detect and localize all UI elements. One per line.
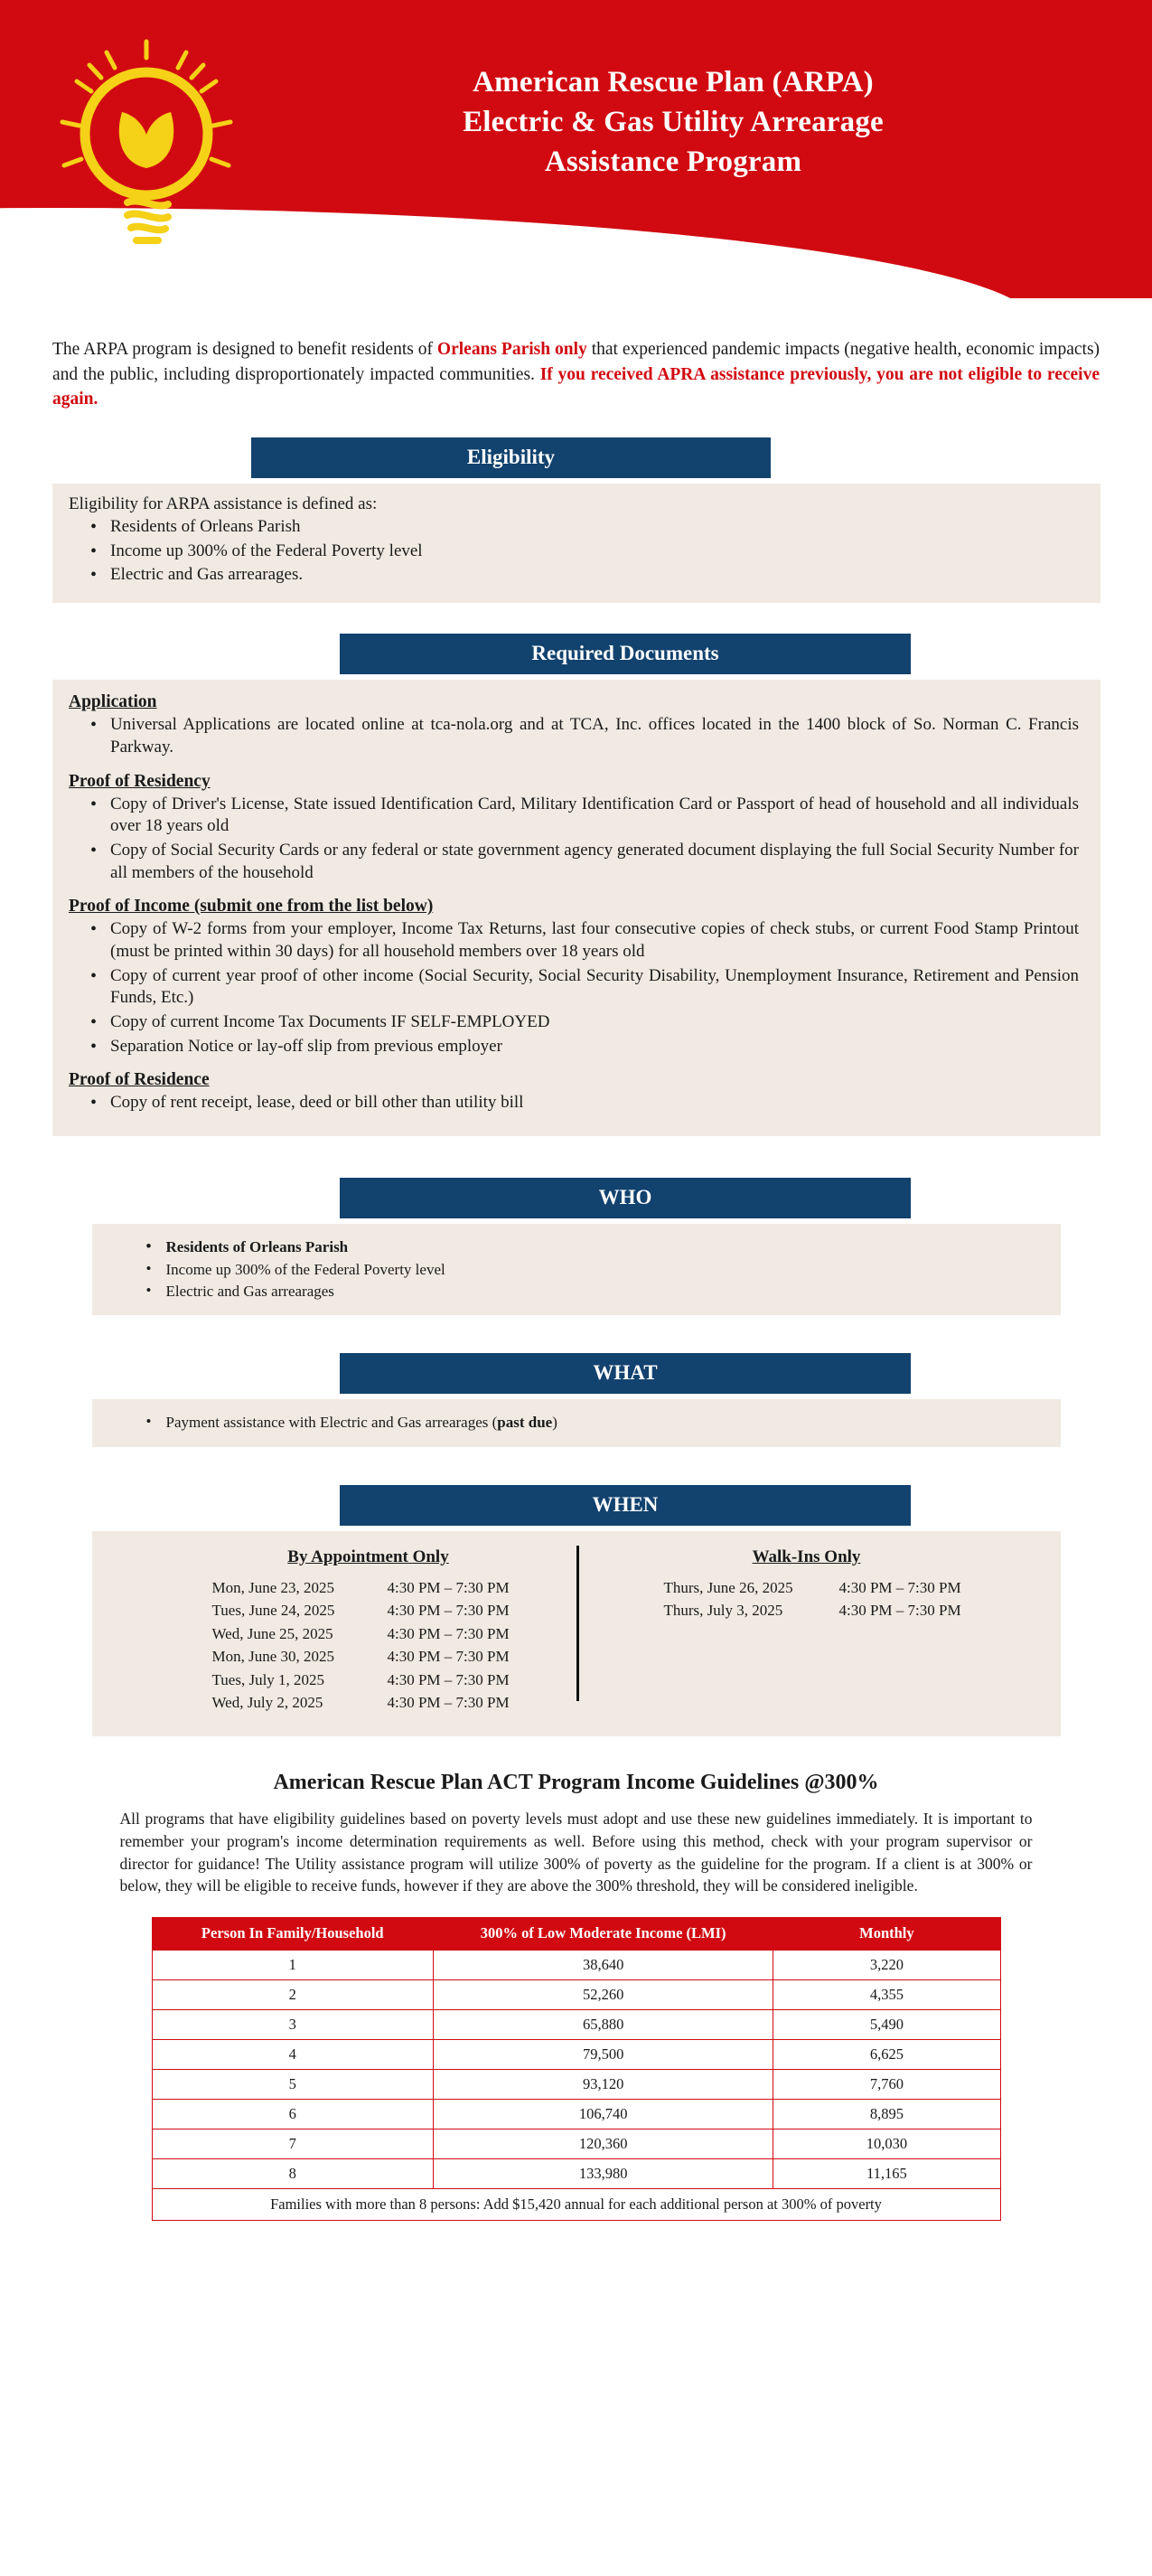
doc-list-income [69, 918, 1084, 1058]
title-line-2: Electric & Gas Utility Arrearage [463, 105, 884, 138]
cell-lmi: 120,360 [434, 2129, 773, 2158]
schedule-time: 4:30 PM – 7:30 PM [387, 1602, 510, 1620]
schedule-row [626, 1599, 1015, 1622]
guidelines-paragraph: All programs that have eligibility guidelines based on poverty levels must adopt and use these new guidelines immediately. It is important to remember your program's income determination requirements as well. Before using this method, check with your program supervisor or director for guidance! The Utility assistance program will utilize 300% of poverty as the guideline for the program. If a client is at 300% or below, they will be eligible to receive funds, however if they are above the 300% threshold, they will be considered ineligible. [119, 1809, 1033, 1895]
schedule-time: 4:30 PM – 7:30 PM [838, 1578, 961, 1596]
who-band: WHO [340, 1178, 911, 1218]
intro-highlight-1: Orleans Parish only [436, 340, 587, 359]
schedule-row [174, 1599, 563, 1622]
lightbulb-leaf-logo [50, 34, 244, 251]
cell-monthly: 6,625 [773, 2039, 1000, 2069]
what-panel [92, 1399, 1061, 1446]
cell-person: 3 [152, 2009, 434, 2039]
cell-lmi: 38,640 [434, 1950, 773, 1979]
what-item-prefix: Payment assistance with Electric and Gas arrearages ( [165, 1414, 498, 1432]
column-header-lmi: 300% of Low Moderate Income (LMI) [434, 1918, 773, 1951]
list-item: • Copy of Social Security Cards or any federal or state government agency generated document displaying the full Social Security Number for all members of the household [110, 840, 1084, 884]
cell-person: 5 [152, 2069, 434, 2099]
list-item: • Electric and Gas arrearages [166, 1281, 1061, 1302]
schedule-date: Wed, June 25, 2025 [211, 1624, 333, 1642]
list-item: • Income up 300% of the Federal Poverty level [166, 1259, 1061, 1280]
page-title [298, 63, 1048, 183]
cell-lmi: 93,120 [434, 2069, 773, 2099]
intro-part-2: that experienced pandemic impacts (negative health, economic impacts) and the public, including disproportionately impacted communities. [52, 340, 1100, 384]
table-row [152, 2069, 1000, 2099]
list-item: • Residents of Orleans Parish [110, 516, 1084, 539]
doc-group-heading-application: Application [69, 692, 157, 712]
cell-monthly: 11,165 [773, 2158, 1000, 2188]
eligibility-panel [52, 484, 1100, 603]
doc-group-heading-income: Proof of Income (submit one from the list below) [69, 897, 434, 917]
list-item [166, 1412, 1061, 1433]
table-row [152, 1979, 1000, 2009]
schedule-time: 4:30 PM – 7:30 PM [838, 1602, 961, 1620]
cell-lmi: 52,260 [434, 1979, 773, 2009]
schedule-row [626, 1576, 1015, 1600]
cell-lmi: 79,500 [434, 2039, 773, 2069]
guidelines-title: American Rescue Plan ACT Program Income Guidelines @300% [273, 1770, 879, 1794]
cell-monthly: 8,895 [773, 2099, 1000, 2129]
table-row [152, 2158, 1000, 2188]
intro-highlight-2: If you received APRA assistance previously, you are not eligible to receive again. [52, 364, 1100, 409]
when-walkins-column [563, 1547, 1015, 1715]
what-list [92, 1412, 1061, 1433]
when-appointment-heading: By Appointment Only [287, 1547, 449, 1566]
list-item: • Copy of Driver's License, State issued Identification Card, Military Identification Card or Passport of head of household and all individuals over 18 years old [110, 794, 1084, 838]
header-banner [0, 0, 1152, 321]
required-documents-band: Required Documents [340, 634, 911, 674]
doc-group-heading-residency: Proof of Residency [69, 771, 211, 791]
list-item: • Separation Notice or lay-off slip from previous employer [110, 1036, 1084, 1058]
eligibility-band: Eligibility [251, 437, 771, 478]
schedule-date: Wed, July 2, 2025 [211, 1694, 323, 1712]
doc-list-application [69, 714, 1084, 758]
table-footnote-row [152, 2188, 1000, 2220]
list-item: • Income up 300% of the Federal Poverty level [110, 541, 1084, 563]
cell-monthly: 10,030 [773, 2129, 1000, 2158]
income-guidelines-table [152, 1917, 1001, 2221]
schedule-row [174, 1669, 563, 1692]
cell-lmi: 106,740 [434, 2099, 773, 2129]
when-appointment-column [138, 1547, 563, 1715]
doc-list-residency [69, 794, 1084, 885]
list-item: • Electric and Gas arrearages. [110, 564, 1084, 587]
schedule-time: 4:30 PM – 7:30 PM [387, 1670, 510, 1688]
required-documents-panel [52, 680, 1100, 1136]
cell-person: 7 [152, 2129, 434, 2158]
doc-list-residence [69, 1092, 1084, 1114]
what-item-suffix: ) [552, 1414, 557, 1432]
intro-paragraph [52, 337, 1100, 412]
cell-person: 8 [152, 2158, 434, 2188]
schedule-date: Tues, July 1, 2025 [211, 1670, 325, 1688]
cell-person: 4 [152, 2039, 434, 2069]
table-row [152, 1950, 1000, 1979]
schedule-time: 4:30 PM – 7:30 PM [387, 1578, 510, 1596]
schedule-date: Mon, June 30, 2025 [211, 1648, 335, 1666]
table-header-row [152, 1918, 1000, 1951]
when-columns [92, 1544, 1061, 1715]
cell-monthly: 4,355 [773, 1979, 1000, 2009]
list-item: • Universal Applications are located online at tca-nola.org and at TCA, Inc. offices located in the 1400 block of So. Norman C. Francis Parkway. [110, 714, 1084, 758]
schedule-date: Mon, June 23, 2025 [211, 1578, 335, 1596]
schedule-time: 4:30 PM – 7:30 PM [387, 1648, 510, 1666]
schedule-row [174, 1691, 563, 1715]
table-footnote: Families with more than 8 persons: Add $15,420 annual for each additional person at 300% of poverty [152, 2188, 1000, 2220]
table-row [152, 2039, 1000, 2069]
what-item-bold: past due [497, 1414, 553, 1432]
cell-monthly: 7,760 [773, 2069, 1000, 2099]
column-header-monthly: Monthly [773, 1918, 1000, 1951]
title-line-1: American Rescue Plan (ARPA) [473, 66, 874, 99]
list-item: • Copy of current Income Tax Documents IF SELF-EMPLOYED [110, 1011, 1084, 1034]
table-row [152, 2009, 1000, 2039]
when-band: WHEN [340, 1485, 911, 1526]
schedule-row [174, 1576, 563, 1600]
schedule-date: Tues, June 24, 2025 [211, 1602, 335, 1620]
schedule-time: 4:30 PM – 7:30 PM [387, 1624, 510, 1642]
when-panel [92, 1531, 1061, 1736]
schedule-row [174, 1622, 563, 1646]
table-row [152, 2099, 1000, 2129]
when-column-divider [576, 1546, 579, 1701]
what-band: WHAT [340, 1353, 911, 1394]
schedule-date: Thurs, July 3, 2025 [663, 1602, 783, 1620]
list-item: • Copy of current year proof of other income (Social Security, Social Security Disability, Unemployment Insurance, Retirement and Pension Funds, Etc.) [110, 965, 1084, 1010]
when-walkins-heading: Walk-Ins Only [752, 1547, 861, 1566]
eligibility-list [69, 516, 1084, 587]
schedule-date: Thurs, June 26, 2025 [663, 1578, 793, 1596]
intro-part-1: The ARPA program is designed to benefit residents of [52, 340, 437, 359]
list-item: • Copy of W-2 forms from your employer, Income Tax Returns, last four consecutive copies of check stubs, or current Food Stamp Printout (must be printed within 30 days) for all household members over 18 years old [110, 918, 1084, 963]
schedule-time: 4:30 PM – 7:30 PM [387, 1694, 510, 1712]
cell-lmi: 133,980 [434, 2158, 773, 2188]
document-content [0, 337, 1152, 2253]
cell-lmi: 65,880 [434, 2009, 773, 2039]
column-header-person: Person In Family/Household [152, 1918, 434, 1951]
table-row [152, 2129, 1000, 2158]
title-line-3: Assistance Program [544, 145, 802, 178]
list-item: • Copy of rent receipt, lease, deed or bill other than utility bill [110, 1092, 1084, 1114]
eligibility-lead: Eligibility for ARPA assistance is defined as: [69, 494, 378, 514]
who-list [92, 1236, 1061, 1302]
cell-person: 2 [152, 1979, 434, 2009]
doc-group-heading-residence: Proof of Residence [69, 1070, 210, 1090]
cell-monthly: 3,220 [773, 1950, 1000, 1979]
cell-person: 6 [152, 2099, 434, 2129]
who-panel [92, 1224, 1061, 1315]
schedule-row [174, 1645, 563, 1669]
list-item: • Residents of Orleans Parish [166, 1236, 1061, 1257]
cell-monthly: 5,490 [773, 2009, 1000, 2039]
cell-person: 1 [152, 1950, 434, 1979]
